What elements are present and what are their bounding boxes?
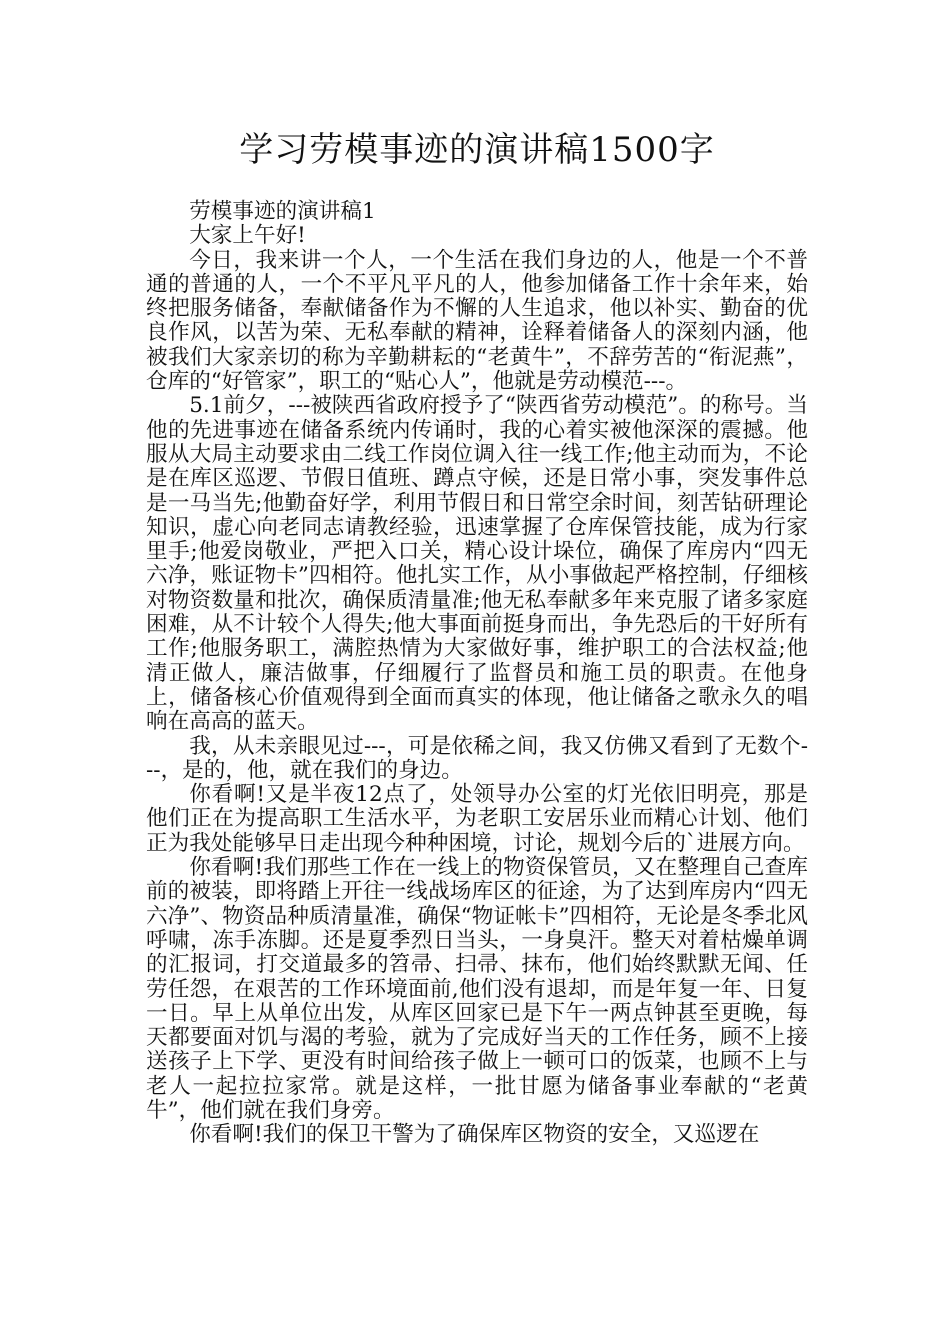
body-paragraph: 我，从未亲眼见过---，可是依稀之间，我又仿佛又看到了无数个---，是的，他，就在我们的身边。: [146, 733, 808, 783]
body-paragraph: 你看啊!我们的保卫干警为了确保库区物资的安全，又巡逻在: [189, 1122, 760, 1148]
greeting: 大家上午好!: [189, 223, 306, 249]
document-page: [146, 128, 808, 1148]
document-title: 学习劳模事迹的演讲稿1500字: [239, 130, 715, 170]
body-paragraph: 5.1前夕，---被陕西省政府授予了“陕西省劳动模范”。的称号。当他的先进事迹在储备系统内传诵时，我的心着实被他深深的震撼。他服从大局主动要求由二线工作岗位调入往一线工作;他主动而为，不论是在库区巡逻、节假日值班、蹲点守候，还是日常小事，突发事件总是一马当先;他勤奋好学，利用节假日和日常空余时间，刻苦钻研理论知识，虚心向老同志请教经验，迅速掌握了仓库保管技能，成为行家里手;他爱岗敬业，严把入口关，精心设计垛位，确保了库房内“四无六净，账证物卡”四相符。他扎实工作，从小事做起严格控制，仔细核对物资数量和批次，确保质清量准;他无私奉献多年来克服了诸多家庭困难，从不计较个人得失;他大事面前挺身而出，争先恐后的干好所有工作;他服务职工，满腔热情为大家做好事，维护职工的合法权益;他清正做人，廉洁做事，仔细履行了监督员和施工员的职责。在他身上，储备核心价值观得到全面而真实的体现，他让储备之歌永久的唱响在高高的蓝天。: [146, 393, 808, 735]
section-heading: 劳模事迹的演讲稿1: [189, 199, 376, 224]
body-paragraph: 今日，我来讲一个人，一个生活在我们身边的人，他是一个不普通的普通的人，一个不平凡平凡的人，他参加储备工作十余年来，始终把服务储备，奉献储备作为不懈的人生追求，他以补实、勤奋的优良作风，以苦为荣、无私奉献的精神，诠释着储备人的深刻内涵，他被我们大家亲切的称为辛勤耕耘的“老黄牛”，不辞劳苦的“衔泥燕”，仓库的“好管家”，职工的“贴心人”，他就是劳动模范---。: [146, 247, 808, 395]
body-paragraph: 你看啊!我们那些工作在一线上的物资保管员，又在整理自己查库前的被装，即将踏上开往一线战场库区的征途，为了达到库房内“四无六净”、物资品种质清量准，确保“物证帐卡”四相符，无论是冬季北风呼啸，冻手冻脚。还是夏季烈日当头，一身臭汗。整天对着枯燥单调的汇报词，打交道最多的笤帚、扫帚、抹布，他们始终默默无闻、任劳任怨，在艰苦的工作环境面前,他们没有退却，而是年复一年、日复一日。早上从单位出发，从库区回家已是下午一两点钟甚至更晚，每天都要面对饥与渴的考验，就为了完成好当天的工作任务，顾不上接送孩子上下学、更没有时间给孩子做上一顿可口的饭菜，也顾不上与老人一起拉拉家常。就是这样，一批甘愿为储备事业奉献的“老黄牛”，他们就在我们身旁。: [146, 855, 808, 1123]
body-paragraph: 你看啊!又是半夜12点了，处领导办公室的灯光依旧明亮，那是他们正在为提高职工生活水平，为老职工安居乐业而精心计划、他们正为我处能够早日走出现今种种困境，讨论，规划今后的`进展方向。: [146, 782, 808, 856]
document-body: [146, 200, 808, 1148]
